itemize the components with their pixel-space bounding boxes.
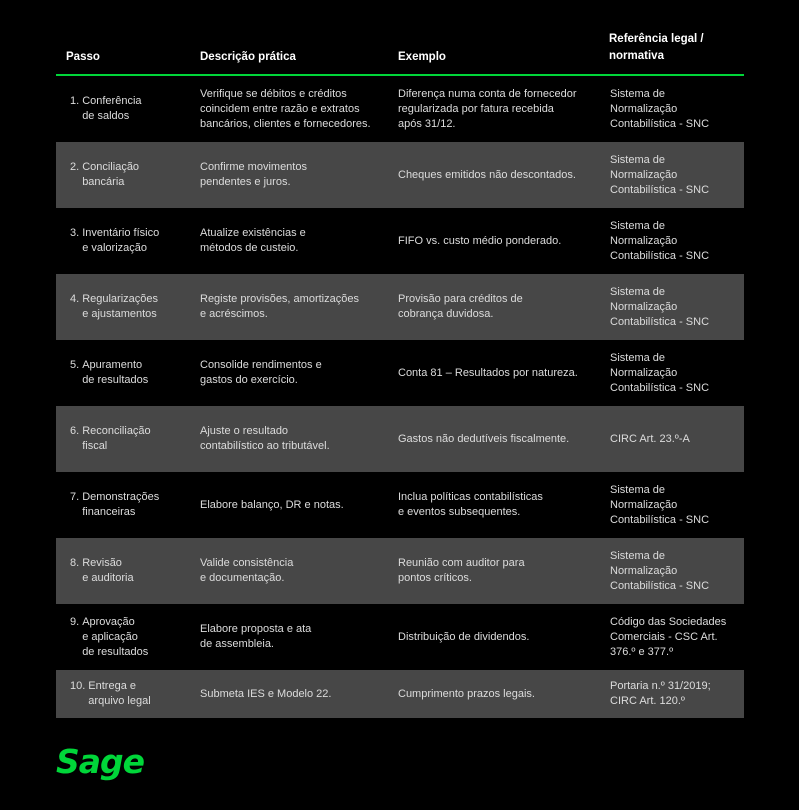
step-label: Regularizações e ajustamentos <box>82 293 159 320</box>
step-number: 2. <box>70 161 80 173</box>
step-label: Inventário físico e valorização <box>82 227 160 254</box>
step-label: Conferência de saldos <box>82 95 142 122</box>
step-number: 8. <box>70 557 80 569</box>
sage-logo: Sage <box>56 742 145 781</box>
table-row <box>56 76 744 142</box>
reference-cell: Sistema de Normalização Contabilística - SNC <box>610 219 710 262</box>
reference-cell: Sistema de Normalização Contabilística - SNC <box>610 351 710 394</box>
reference-cell: Sistema de Normalização Contabilística - SNC <box>610 285 710 328</box>
step-number: 6. <box>70 425 80 437</box>
table-row <box>56 604 744 670</box>
example-cell: Reunião com auditor para pontos críticos. <box>398 557 525 584</box>
step-label: Revisão e auditoria <box>82 557 134 584</box>
description-cell: Elabore balanço, DR e notas. <box>200 498 344 511</box>
example-cell: Cumprimento prazos legais. <box>398 687 535 700</box>
step-cell <box>70 670 195 718</box>
step-label: Entrega e arquivo legal <box>88 680 151 707</box>
description-cell: Ajuste o resultado contabilístico ao tributável. <box>200 425 330 452</box>
table-body <box>56 76 744 718</box>
header-descricao: Descrição prática <box>200 51 296 63</box>
table-row <box>56 274 744 340</box>
example-cell: Inclua políticas contabilísticas e eventos subsequentes. <box>398 491 543 518</box>
reference-cell: Sistema de Normalização Contabilística - SNC <box>610 153 710 196</box>
table-header <box>56 26 744 76</box>
table-row <box>56 208 744 274</box>
step-number: 9. <box>70 615 80 628</box>
table-row <box>56 670 744 718</box>
steps-table <box>56 26 744 718</box>
description-cell: Valide consistência e documentação. <box>200 557 294 584</box>
step-cell <box>70 604 195 670</box>
description-cell: Consolide rendimentos e gastos do exercício. <box>200 359 322 386</box>
step-cell <box>70 274 195 340</box>
step-cell <box>70 538 195 604</box>
reference-cell: Portaria n.º 31/2019; CIRC Art. 120.º <box>610 680 711 707</box>
table-row <box>56 340 744 406</box>
reference-cell: Código das Sociedades Comerciais - CSC Art. 376.º e 377.º <box>610 615 727 658</box>
example-cell: FIFO vs. custo médio ponderado. <box>398 234 562 247</box>
table-row <box>56 472 744 538</box>
example-cell: Distribuição de dividendos. <box>398 630 530 643</box>
description-cell: Registe provisões, amortizações e acréscimos. <box>200 293 359 320</box>
description-cell: Elabore proposta e ata de assembleia. <box>200 623 312 650</box>
step-number: 3. <box>70 227 80 239</box>
header-passo: Passo <box>66 51 100 63</box>
example-cell: Conta 81 – Resultados por natureza. <box>398 366 578 379</box>
header-referencia: Referência legal / normativa <box>609 33 704 62</box>
step-number: 5. <box>70 359 80 371</box>
reference-cell: CIRC Art. 23.º-A <box>610 432 690 445</box>
reference-cell: Sistema de Normalização Contabilística - SNC <box>610 87 710 130</box>
step-label: Aprovação e aplicação de resultados <box>82 615 149 658</box>
example-cell: Diferença numa conta de fornecedor regularizada por fatura recebida após 31/12. <box>398 87 577 130</box>
step-cell <box>70 340 195 406</box>
description-cell: Verifique se débitos e créditos coincidem entre razão e extratos bancários, clientes e fornecedores. <box>200 87 371 130</box>
step-number: 7. <box>70 491 80 503</box>
reference-cell: Sistema de Normalização Contabilística - SNC <box>610 483 710 526</box>
step-cell <box>70 472 195 538</box>
description-cell: Confirme movimentos pendentes e juros. <box>200 161 307 188</box>
step-label: Demonstrações financeiras <box>82 491 160 518</box>
step-cell <box>70 208 195 274</box>
step-cell <box>70 76 195 142</box>
step-number: 1. <box>70 95 80 107</box>
description-cell: Submeta IES e Modelo 22. <box>200 687 332 700</box>
table-row <box>56 538 744 604</box>
step-label: Reconciliação fiscal <box>82 425 151 452</box>
table-row <box>56 406 744 472</box>
step-cell <box>70 406 195 472</box>
step-label: Conciliação bancária <box>82 161 140 188</box>
table-row <box>56 142 744 208</box>
example-cell: Gastos não dedutíveis fiscalmente. <box>398 432 570 445</box>
example-cell: Provisão para créditos de cobrança duvidosa. <box>398 293 523 320</box>
step-cell <box>70 142 195 208</box>
description-cell: Atualize existências e métodos de custeio. <box>200 227 306 254</box>
step-label: Apuramento de resultados <box>82 359 149 386</box>
step-number: 10. <box>70 680 86 692</box>
step-number: 4. <box>70 293 80 305</box>
example-cell: Cheques emitidos não descontados. <box>398 168 576 181</box>
reference-cell: Sistema de Normalização Contabilística - SNC <box>610 549 710 592</box>
header-exemplo: Exemplo <box>398 51 446 63</box>
